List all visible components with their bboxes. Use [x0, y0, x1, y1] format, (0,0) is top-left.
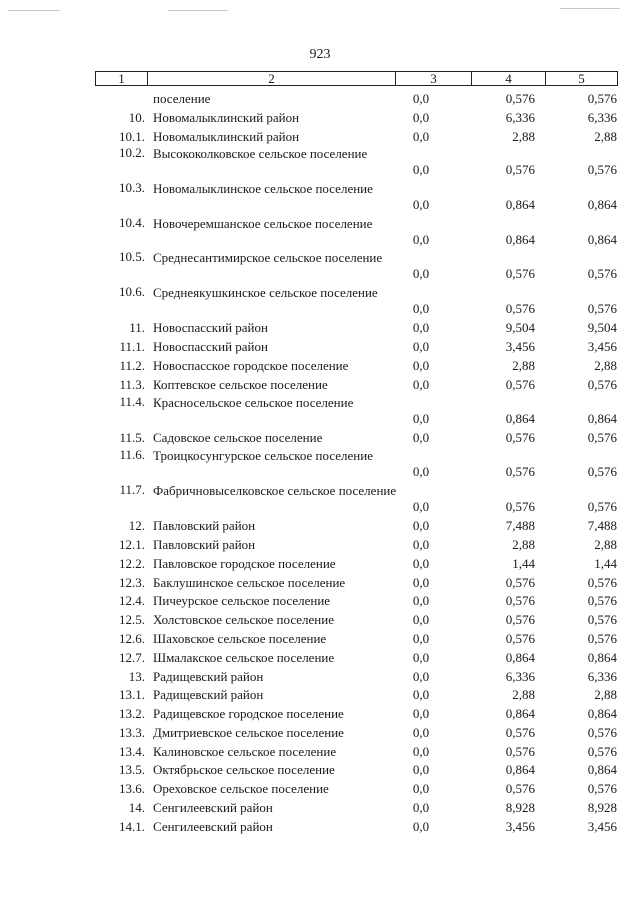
- row-value-col5: 0,576: [587, 376, 617, 392]
- scan-edge-line-left: [8, 10, 60, 11]
- row-value-col5: 2,88: [594, 536, 617, 552]
- row-value-col4: 0,576: [505, 781, 535, 797]
- row-number: 11.1.: [119, 339, 145, 355]
- row-number: 13.: [128, 668, 145, 684]
- row-name: Холстовское сельское поселение: [153, 612, 334, 628]
- scan-edge-line-middle: [168, 10, 228, 11]
- row-value-col4: 0,576: [505, 612, 535, 628]
- row-number: 10.3.: [119, 179, 145, 195]
- row-value-col5: 3,456: [587, 339, 617, 355]
- row-value-col3: 0,0: [412, 818, 430, 834]
- row-value-col4: 0,576: [505, 630, 535, 646]
- row-value-col5: 0,576: [587, 162, 617, 178]
- column-header-1: 1: [96, 72, 148, 86]
- row-value-col4: 0,576: [505, 300, 535, 316]
- row-value-col3: 0,0: [412, 463, 430, 479]
- row-number: 11.3.: [119, 376, 145, 392]
- row-name: Сенгилеевский район: [153, 800, 273, 816]
- row-value-col5: 0,864: [587, 649, 617, 665]
- row-value-col4: 9,504: [505, 320, 535, 336]
- table-row: [95, 779, 617, 798]
- row-number: 12.1.: [119, 536, 145, 552]
- table-row: [95, 573, 617, 592]
- row-value-col4: 0,576: [505, 376, 535, 392]
- table-row: [95, 535, 617, 554]
- row-value-col4: 0,864: [505, 649, 535, 665]
- row-value-col4: 3,456: [505, 818, 535, 834]
- row-number: 11.2.: [119, 357, 145, 373]
- table-row: [95, 447, 617, 482]
- row-value-col5: 2,88: [594, 357, 617, 373]
- row-number: 10.2.: [119, 145, 145, 161]
- row-value-col5: 2,88: [594, 128, 617, 144]
- row-value-col4: 0,864: [505, 231, 535, 247]
- row-value-col3: 0,0: [412, 593, 430, 609]
- row-value-col3: 0,0: [412, 630, 430, 646]
- row-value-col4: 0,576: [505, 266, 535, 282]
- table-row: [95, 375, 617, 394]
- row-number: 12.5.: [119, 612, 145, 628]
- row-value-col3: 0,0: [412, 800, 430, 816]
- table-row: [95, 798, 617, 817]
- row-number: 13.3.: [119, 724, 145, 740]
- row-value-col5: 0,864: [587, 762, 617, 778]
- table-row: [95, 249, 617, 284]
- row-number: 10.4.: [119, 214, 145, 230]
- row-value-col5: 0,576: [587, 266, 617, 282]
- table-row: [95, 89, 617, 108]
- row-name: Радищевское городское поселение: [153, 706, 344, 722]
- row-value-col3: 0,0: [412, 91, 430, 106]
- table-row: [95, 648, 617, 667]
- table-row: [95, 760, 617, 779]
- row-value-col5: 0,576: [587, 430, 617, 446]
- row-value-col4: 0,576: [505, 91, 535, 106]
- row-number: 14.: [128, 800, 145, 816]
- row-number: 10.: [128, 109, 145, 125]
- page-number: 923: [309, 47, 331, 62]
- row-value-col4: 1,44: [512, 555, 535, 571]
- table-row: [95, 356, 617, 375]
- row-value-col3: 0,0: [412, 687, 430, 703]
- column-header-5: 5: [546, 72, 618, 86]
- table-row: [95, 817, 617, 836]
- row-value-col3: 0,0: [412, 498, 430, 514]
- row-value-col4: 0,864: [505, 196, 535, 212]
- row-value-col4: 2,88: [512, 128, 535, 144]
- row-value-col5: 0,576: [587, 91, 617, 106]
- row-name: Троицкосунгурское сельское поселение: [153, 447, 373, 463]
- row-name: Павловский район: [153, 536, 256, 552]
- row-value-col3: 0,0: [412, 128, 430, 144]
- table-row: [95, 428, 617, 447]
- row-value-col5: 8,928: [587, 800, 617, 816]
- row-value-col5: 0,576: [587, 724, 617, 740]
- table-row: [95, 610, 617, 629]
- row-value-col3: 0,0: [412, 410, 430, 426]
- row-number: 12.2.: [119, 555, 145, 571]
- table-row: [95, 215, 617, 250]
- row-name: Ореховское сельское поселение: [153, 781, 329, 797]
- row-value-col4: 0,576: [505, 430, 535, 446]
- row-value-col3: 0,0: [412, 536, 430, 552]
- row-value-col4: 0,864: [505, 762, 535, 778]
- row-value-col5: 0,864: [587, 231, 617, 247]
- row-value-col3: 0,0: [412, 357, 430, 373]
- row-value-col5: 0,576: [587, 781, 617, 797]
- table-row: [95, 145, 617, 180]
- table-row: [95, 318, 617, 337]
- row-name: поселение: [153, 91, 211, 106]
- row-value-col5: 0,864: [587, 706, 617, 722]
- row-value-col3: 0,0: [412, 762, 430, 778]
- row-value-col4: 2,88: [512, 536, 535, 552]
- row-value-col5: 0,576: [587, 743, 617, 759]
- table-row: [95, 742, 617, 761]
- row-name: Новочеремшанское сельское поселение: [153, 215, 373, 231]
- row-value-col5: 3,456: [587, 818, 617, 834]
- row-number: 12.4.: [119, 593, 145, 609]
- table-row: [95, 337, 617, 356]
- column-header-row: [95, 71, 618, 86]
- table-row: [95, 591, 617, 610]
- row-number: 13.2.: [119, 706, 145, 722]
- table-row: [95, 723, 617, 742]
- row-value-col5: 9,504: [587, 320, 617, 336]
- row-value-col3: 0,0: [412, 339, 430, 355]
- row-value-col4: 0,864: [505, 706, 535, 722]
- row-name: Новоспасское городское поселение: [153, 357, 349, 373]
- row-value-col5: 0,576: [587, 593, 617, 609]
- column-header-4: 4: [472, 72, 546, 86]
- row-number: 12.: [128, 518, 145, 534]
- table-row: [95, 667, 617, 686]
- row-value-col4: 2,88: [512, 357, 535, 373]
- row-name: Коптевское сельское поселение: [153, 376, 328, 392]
- row-number: 11.6.: [119, 446, 145, 462]
- row-name: Шаховское сельское поселение: [153, 630, 327, 646]
- row-value-col3: 0,0: [412, 376, 430, 392]
- row-value-col3: 0,0: [412, 743, 430, 759]
- row-number: 11.: [129, 320, 145, 336]
- row-value-col3: 0,0: [412, 162, 430, 178]
- row-name: Павловское городское поселение: [153, 555, 336, 571]
- row-value-col5: 6,336: [587, 668, 617, 684]
- row-number: 10.5.: [119, 249, 145, 265]
- row-value-col3: 0,0: [412, 266, 430, 282]
- row-name: Радищевский район: [153, 687, 264, 703]
- row-name: Красносельское сельское поселение: [153, 394, 354, 410]
- row-value-col4: 3,456: [505, 339, 535, 355]
- row-number: 11.4.: [119, 393, 145, 409]
- row-value-col4: 6,336: [505, 668, 535, 684]
- row-number: 13.6.: [119, 781, 145, 797]
- table-row: [95, 482, 617, 517]
- row-number: 12.6.: [119, 630, 145, 646]
- table-body: [95, 89, 617, 836]
- row-name: Октябрьское сельское поселение: [153, 762, 335, 778]
- row-value-col5: 0,576: [587, 630, 617, 646]
- row-number: 10.1.: [119, 128, 145, 144]
- row-value-col3: 0,0: [412, 724, 430, 740]
- row-value-col5: 0,576: [587, 300, 617, 316]
- row-value-col4: 0,576: [505, 463, 535, 479]
- row-name: Павловский район: [153, 518, 256, 534]
- row-name: Новомалыклинский район: [153, 109, 300, 125]
- row-number: 11.7.: [119, 481, 145, 497]
- row-number: 12.7.: [119, 649, 145, 665]
- row-value-col5: 0,576: [587, 612, 617, 628]
- row-value-col3: 0,0: [412, 706, 430, 722]
- row-value-col3: 0,0: [412, 574, 430, 590]
- row-value-col5: 0,576: [587, 574, 617, 590]
- row-value-col4: 7,488: [505, 518, 535, 534]
- row-value-col3: 0,0: [412, 231, 430, 247]
- row-value-col4: 0,864: [505, 410, 535, 426]
- row-value-col3: 0,0: [412, 612, 430, 628]
- row-value-col5: 0,864: [587, 196, 617, 212]
- row-value-col5: 0,576: [587, 463, 617, 479]
- row-name: Новомалыклинский район: [153, 128, 300, 144]
- row-name: Шмалакское сельское поселение: [153, 649, 335, 665]
- row-value-col3: 0,0: [412, 320, 430, 336]
- row-value-col5: 1,44: [594, 555, 617, 571]
- row-name: Среднеякушкинское сельское поселение: [153, 284, 378, 300]
- row-value-col3: 0,0: [412, 300, 430, 316]
- row-value-col5: 6,336: [587, 109, 617, 125]
- row-name: Садовское сельское поселение: [153, 430, 323, 446]
- row-value-col4: 6,336: [505, 109, 535, 125]
- table-row: [95, 284, 617, 319]
- row-name: Дмитриевское сельское поселение: [153, 724, 344, 740]
- table-row: [95, 516, 617, 535]
- row-value-col4: 0,576: [505, 724, 535, 740]
- row-value-col3: 0,0: [412, 518, 430, 534]
- row-value-col3: 0,0: [412, 649, 430, 665]
- row-value-col5: 2,88: [594, 687, 617, 703]
- row-value-col5: 7,488: [587, 518, 617, 534]
- row-number: 14.1.: [119, 818, 145, 834]
- row-value-col4: 8,928: [505, 800, 535, 816]
- row-value-col4: 0,576: [505, 593, 535, 609]
- row-name: Новоспасский район: [153, 320, 268, 336]
- table-row: [95, 685, 617, 704]
- table-row: [95, 108, 617, 127]
- row-value-col3: 0,0: [412, 555, 430, 571]
- table-row: [95, 394, 617, 429]
- row-name: Калиновское сельское поселение: [153, 743, 337, 759]
- row-value-col3: 0,0: [412, 781, 430, 797]
- row-number: 13.5.: [119, 762, 145, 778]
- row-name: Новомалыклинское сельское поселение: [153, 180, 373, 196]
- row-value-col3: 0,0: [412, 668, 430, 684]
- row-value-col3: 0,0: [412, 196, 430, 212]
- row-name: Баклушинское сельское поселение: [153, 574, 346, 590]
- row-value-col5: 0,576: [587, 498, 617, 514]
- scan-edge-line-right: [560, 8, 620, 9]
- row-value-col4: 0,576: [505, 162, 535, 178]
- table-row: [95, 180, 617, 215]
- column-header-2: 2: [148, 72, 396, 86]
- row-number: 12.3.: [119, 574, 145, 590]
- row-value-col4: 2,88: [512, 687, 535, 703]
- row-number: 10.6.: [119, 283, 145, 299]
- row-name: Фабричновыселковское сельское поселение: [153, 482, 397, 498]
- row-number: 13.1.: [119, 687, 145, 703]
- row-value-col4: 0,576: [505, 498, 535, 514]
- table-row: [95, 127, 617, 146]
- row-value-col5: 0,864: [587, 410, 617, 426]
- row-name: Сенгилеевский район: [153, 818, 273, 834]
- row-name: Высококолковское сельское поселение: [153, 146, 368, 162]
- row-number: 13.4.: [119, 743, 145, 759]
- row-number: 11.5.: [119, 430, 145, 446]
- column-header-3: 3: [396, 72, 472, 86]
- row-name: Среднесантимирское сельское поселение: [153, 250, 383, 266]
- row-name: Радищевский район: [153, 668, 264, 684]
- table-row: [95, 554, 617, 573]
- row-value-col3: 0,0: [412, 109, 430, 125]
- row-value-col4: 0,576: [505, 574, 535, 590]
- row-value-col3: 0,0: [412, 430, 430, 446]
- row-value-col4: 0,576: [505, 743, 535, 759]
- table-row: [95, 629, 617, 648]
- row-name: Новоспасский район: [153, 339, 268, 355]
- row-name: Пичеурское сельское поселение: [153, 593, 331, 609]
- table-row: [95, 704, 617, 723]
